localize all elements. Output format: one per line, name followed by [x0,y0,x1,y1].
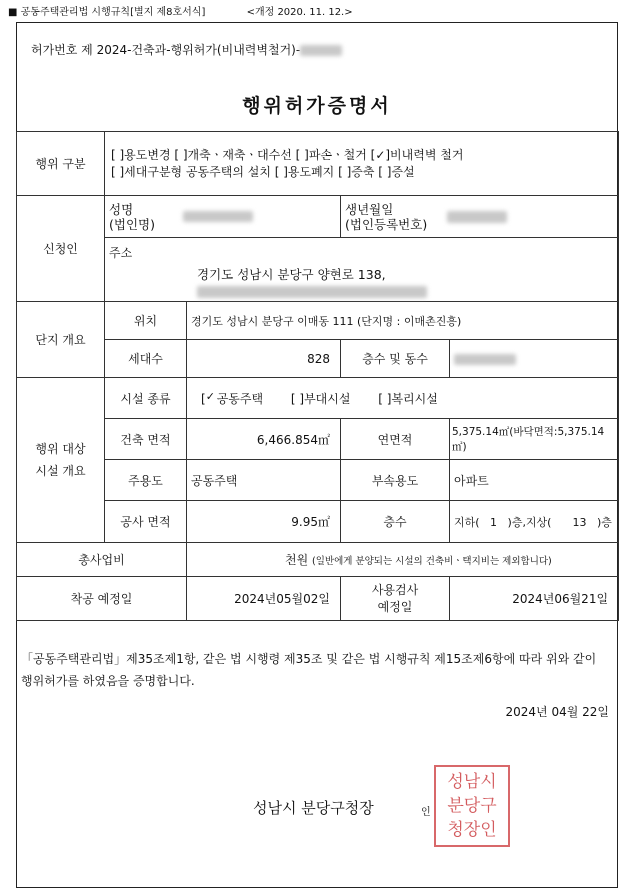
start-date-label: 착공 예정일 [17,577,187,621]
cost-label: 총사업비 [17,543,187,577]
sub-use-value: 아파트 [450,460,619,501]
name-label: 성명 [109,201,134,217]
address-value: 경기도 성남시 분당구 양현로 138, [197,267,386,282]
address-label: 주소 [109,246,133,260]
checkbox-apartment [206,395,216,404]
total-floor-area-value: 5,375.14㎡(바닥면적:5,375.14㎡) [450,419,619,460]
location-value: 경기도 성남시 분당구 이매동 111 (단지명 : 이매촌진흥) [187,302,619,340]
official-seal [434,765,510,847]
complex-label: 단지 개요 [17,302,105,378]
issue-date: 2024년 04월 22일 [505,705,609,719]
act-type-row [17,132,619,196]
facility-row-2 [17,419,619,460]
complex-row-2 [17,340,619,378]
revision-date: <개정 2020. 11. 12.> [246,7,353,18]
sub-use-label: 부속용도 [341,460,450,501]
seal-mark: 인 [421,807,431,818]
applicant-row-2 [17,238,619,302]
address-cell [105,238,619,302]
building-area-value: 6,466.854㎡ [187,419,341,460]
complex-row-1 [17,302,619,340]
certification-statement: 「공동주택관리법」제35조제1항, 같은 법 시행령 제35조 및 같은 법 시행규칙 제15조제6항에 따라 위와 같이 행위허가를 하였음을 증명합니다. [21,652,597,688]
seal-line-1: 성남시 [447,772,497,792]
redacted-permit-no [300,45,342,56]
option-apartment: 공동주택 [216,391,264,406]
corp-name-label: (법인명) [109,216,155,232]
act-type-label: 행위 구분 [17,132,105,196]
certificate-frame [16,22,618,888]
birth-label: 생년월일 [345,201,394,217]
permit-number-text: 허가번호 제 2024-건축과-행위허가(비내력벽철거)- [31,43,301,57]
applicant-row-1 [17,196,619,238]
households-value: 828 [187,340,341,378]
total-floor-area-label: 연면적 [341,419,450,460]
inspection-label-2: 예정일 [377,599,413,614]
act-type-line2: [ ]세대구분형 공동주택의 설치 [ ]용도폐지 [ ]증축 [ ]증설 [111,164,415,179]
households-label: 세대수 [105,340,187,378]
building-area-label: 건축 면적 [105,419,187,460]
schedule-row [17,577,619,621]
applicant-birth-cell [341,196,619,238]
floors-buildings-value [450,340,619,378]
certificate-table [16,131,619,621]
redacted-floors-buildings [454,354,516,365]
applicant-label: 신청인 [17,196,105,302]
start-date-value: 2024년05월02일 [187,577,341,621]
cost-unit: 천원 [285,553,309,567]
main-use-value: 공동주택 [187,460,341,501]
inspection-label-1: 사용검사 [371,582,419,597]
location-label: 위치 [105,302,187,340]
main-use-label: 주용도 [105,460,187,501]
facility-row-4 [17,501,619,543]
facility-type-label: 시설 종류 [105,378,187,419]
facility-label [17,378,105,543]
inspection-date-label [341,577,450,621]
work-area-label: 공사 면적 [105,501,187,543]
option-auxiliary: [ ]부대시설 [290,391,351,406]
act-type-line1: [ ]용도변경 [ ]개축ㆍ재축ㆍ대수선 [ ]파손ㆍ철거 [✓]비내력벽 철거 [111,147,464,162]
document-title: 행위허가증명서 [242,95,392,117]
option-welfare: [ ]복리시설 [378,391,438,406]
floors-value: 지하( 1 )층,지상( 13 )층 [450,501,619,543]
permit-number [31,41,342,58]
work-area-value: 9.95㎡ [187,501,341,543]
form-header [8,3,353,18]
applicant-name-cell [105,196,341,238]
facility-label-1: 행위 대상 [35,442,86,456]
redacted-birth [447,211,507,223]
facility-row-3 [17,460,619,501]
facility-row-1 [17,378,619,419]
cost-note: (일반에게 분양되는 시설의 건축비ㆍ택지비는 제외합니다) [312,556,552,567]
cost-value [187,543,619,577]
seal-line-3: 청장인 [447,820,497,840]
form-reference: ■ 공동주택관리법 시행규칙[별지 제8호서식] [8,7,206,18]
floors-buildings-label: 층수 및 동수 [341,340,450,378]
cost-row [17,543,619,577]
redacted-address [197,286,427,298]
seal-line-2: 분당구 [447,796,497,816]
redacted-name [183,211,253,222]
facility-label-2: 시설 개요 [35,464,86,478]
corp-reg-label: (법인등록번호) [345,216,428,232]
inspection-date-value: 2024년06월21일 [450,577,619,621]
issuer-name: 성남시 분당구청장 [253,799,374,817]
facility-type-options: [✓ 공동주택 [ ]부대시설 [ ]복리시설 [187,378,619,419]
floors-label: 층수 [341,501,450,543]
act-type-options [105,132,619,196]
